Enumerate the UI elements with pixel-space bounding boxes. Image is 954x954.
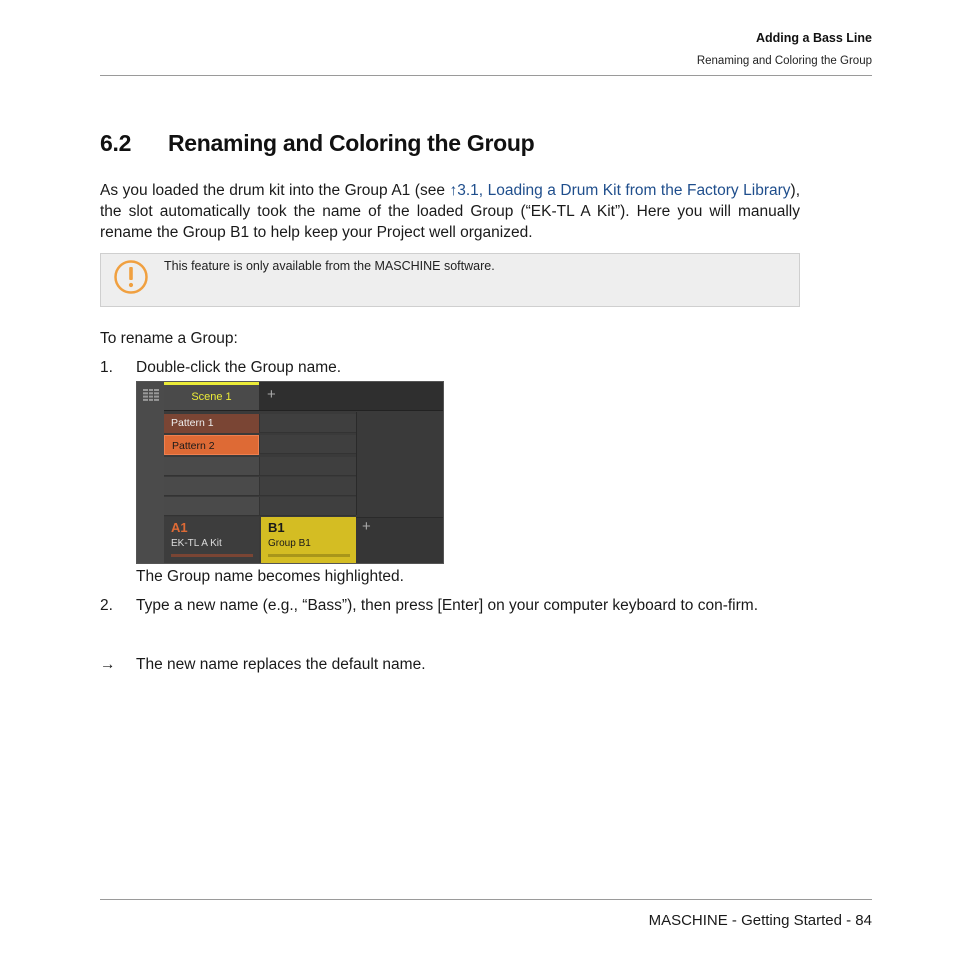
empty-pattern-cell[interactable] [259,435,356,454]
crossref-link[interactable]: ↑3.1, Loading a Drum Kit from the Factory Library [449,182,791,199]
section-number: 6.2 [100,130,132,156]
running-header-chapter: Adding a Bass Line [756,31,872,45]
arranger-empty-area [356,412,444,515]
page-footer: MASCHINE - Getting Started - 84 [648,912,872,929]
group-slot-label: A1 [171,520,188,535]
group-slot-a1[interactable] [164,517,259,563]
pattern-slot-2[interactable]: Pattern 2 [164,435,259,455]
header-rule [100,75,872,76]
step-1-text: Double-click the Group name. [136,359,342,376]
empty-pattern-cell[interactable] [164,477,259,496]
arranger-left-column [137,382,164,563]
group-name[interactable]: EK-TL A Kit [171,538,222,549]
step-1-result: The Group name becomes highlighted. [136,568,404,585]
group-slot-label: B1 [268,520,285,535]
steps-intro: To rename a Group: [100,330,238,347]
empty-pattern-cell[interactable] [259,414,356,433]
intro-text-2: ), the slot automatically took the name of the loaded Group (“EK-TL A Kit”). Here you will manually rename the Group B1 to help keep your Project well organized. [100,182,801,241]
result-text: The new name replaces the default name. [136,656,426,673]
maschine-arranger-screenshot [136,381,444,564]
step-2-number: 2. [100,597,113,614]
add-scene-icon[interactable]: + [267,386,276,403]
step-2-text: Type a new name (e.g., “Bass”), then press [Enter] on your computer keyboard to con-firm. [136,597,758,614]
grid-icon[interactable] [143,389,159,401]
group-color-bar [268,554,350,557]
empty-pattern-cell[interactable] [164,457,259,476]
warning-exclamation-icon [114,260,148,294]
footer-rule [100,899,872,900]
scene-slot[interactable]: Scene 1 [164,382,259,410]
note-text: This feature is only available from the MASCHINE software. [164,259,495,273]
intro-text-1: As you loaded the drum kit into the Group A1 (see [100,182,450,199]
empty-pattern-cell[interactable] [259,457,356,476]
group-name-highlighted[interactable]: Group B1 [268,538,311,549]
empty-pattern-cell[interactable] [259,477,356,496]
step-1-number: 1. [100,359,113,376]
group-slot-b1[interactable] [261,517,356,563]
section-title: Renaming and Coloring the Group [168,130,535,156]
group-empty-area [356,517,443,564]
pattern-slot-1[interactable]: Pattern 1 [164,414,259,433]
empty-pattern-cell[interactable] [164,497,259,516]
add-group-icon[interactable]: + [362,518,371,535]
running-header-section: Renaming and Coloring the Group [696,55,872,67]
intro-paragraph [100,180,800,243]
group-color-bar [171,554,253,557]
empty-pattern-cell[interactable] [259,497,356,516]
note-box [100,253,800,307]
result-arrow: → [100,656,116,673]
